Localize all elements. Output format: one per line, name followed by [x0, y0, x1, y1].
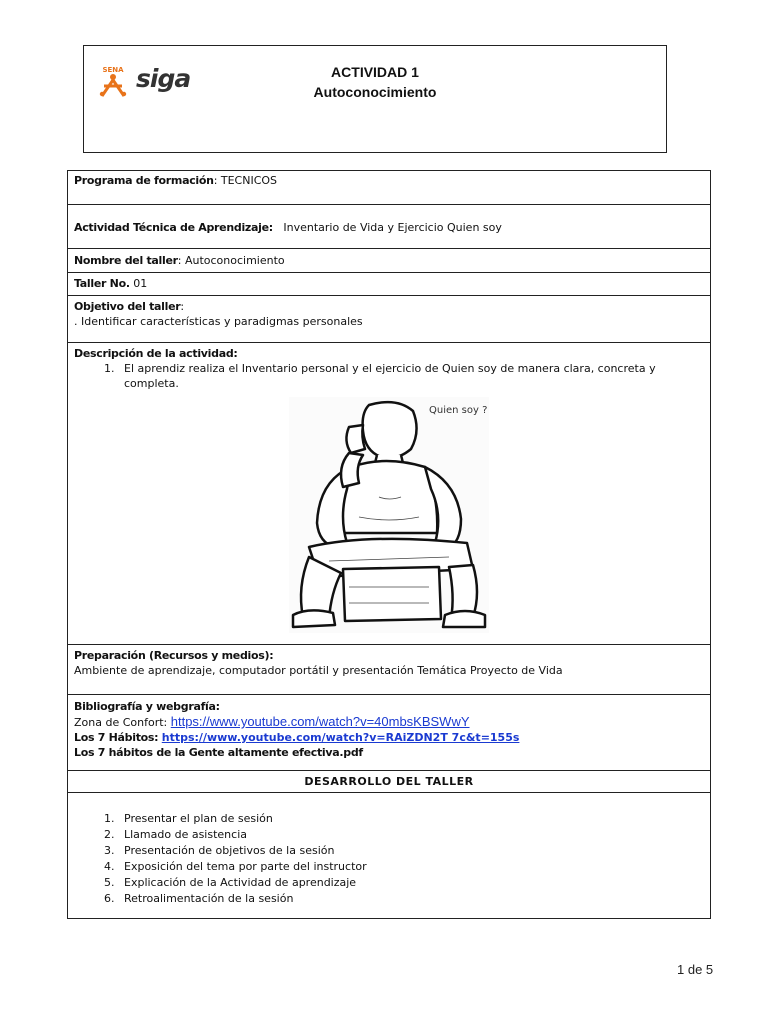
row-bibliografia — [68, 695, 710, 771]
quien-soy-caption: Quien soy ? — [429, 405, 488, 416]
nombre-taller-value: : Autoconocimiento — [177, 254, 285, 267]
desarrollo-item: 5. Explicación de la Actividad de aprendizaje — [118, 875, 704, 891]
header-title-block — [84, 62, 666, 102]
desarrollo-item: 3. Presentación de objetivos de la sesión — [118, 843, 704, 859]
row-programa — [68, 171, 710, 205]
objetivo-colon: : — [180, 300, 185, 313]
page-number: 1 de 5 — [677, 962, 714, 977]
desarrollo-item: 2. Llamado de asistencia — [118, 827, 704, 843]
activity-table — [67, 170, 711, 919]
header-box — [83, 45, 667, 153]
sena-logo-text: SENA — [102, 66, 124, 74]
row-desarrollo-list — [68, 793, 710, 919]
page-subtitle: Autoconocimiento — [313, 84, 437, 100]
zona-confort-link[interactable]: https://www.youtube.com/watch?v=40mbsKBSWwY — [170, 714, 470, 729]
desarrollo-list — [74, 811, 704, 907]
actividad-tecnica-label: Actividad Técnica de Aprendizaje: — [74, 221, 273, 234]
bibliografia-label: Bibliografía y webgrafía: — [74, 700, 220, 713]
row-objetivo — [68, 296, 710, 343]
habitos-label: Los 7 Hábitos: — [74, 731, 159, 744]
descripcion-list — [74, 361, 704, 391]
row-desarrollo-head — [68, 771, 710, 793]
taller-no-label: Taller No. — [74, 277, 130, 290]
row-descripcion — [68, 343, 710, 645]
descripcion-label: Descripción de la actividad: — [74, 347, 238, 360]
objetivo-value: . Identificar características y paradigmas personales — [74, 315, 363, 328]
actividad-tecnica-value: Inventario de Vida y Ejercicio Quien soy — [283, 221, 502, 234]
desarrollo-item: 4. Exposición del tema por parte del instructor — [118, 859, 704, 875]
siga-logo-text: siga — [136, 64, 191, 93]
desarrollo-item: 1. Presentar el plan de sesión — [118, 811, 704, 827]
objetivo-label: Objetivo del taller — [74, 300, 181, 313]
descripcion-item: 1. El aprendiz realiza el Inventario personal y el ejercicio de Quien soy de manera clara, concreta y completa. — [118, 361, 704, 391]
habitos-pdf: Los 7 hábitos de la Gente altamente efectiva.pdf — [74, 746, 363, 759]
desarrollo-item: 6. Retroalimentación de la sesión — [118, 891, 704, 907]
row-actividad-tecnica — [68, 205, 710, 249]
programa-label: Programa de formación — [74, 174, 214, 187]
programa-value: : TECNICOS — [213, 174, 278, 187]
nombre-taller-label: Nombre del taller — [74, 254, 178, 267]
row-taller-no — [68, 273, 710, 296]
desarrollo-title: DESARROLLO DEL TALLER — [304, 775, 474, 788]
preparacion-value: Ambiente de aprendizaje, computador portátil y presentación Temática Proyecto de Vida — [74, 664, 563, 677]
row-preparacion — [68, 645, 710, 695]
zona-confort-label: Zona de Confort: — [74, 716, 168, 729]
quien-soy-illustration — [289, 397, 489, 633]
taller-no-value: 01 — [129, 277, 148, 290]
habitos-link[interactable]: https://www.youtube.com/watch?v=RAiZDN2T 7c&t=155s — [161, 731, 520, 744]
preparacion-label: Preparación (Recursos y medios): — [74, 649, 274, 662]
page-title: ACTIVIDAD 1 — [331, 64, 419, 80]
row-nombre-taller — [68, 249, 710, 273]
